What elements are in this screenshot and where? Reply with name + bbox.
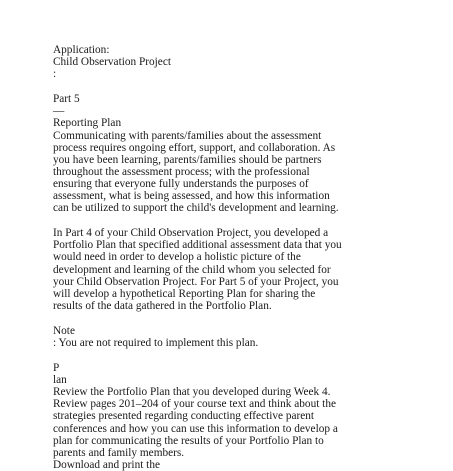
note-text: : You are not required to implement this plan. — [53, 336, 259, 349]
dash-separator: — — [53, 105, 65, 118]
paragraph-line: Review pages 201–204 of your course text and think about the — [53, 398, 336, 411]
project-title: Child Observation Project — [53, 56, 171, 69]
paragraph-line: plan for communicating the results of your Portfolio Plan to — [53, 434, 324, 447]
header-label: Application: — [53, 44, 110, 56]
paragraph-line: process requires ongoing effort, support, and collaboration. As — [53, 141, 336, 154]
paragraph-line: Download and print the — [53, 458, 160, 471]
paragraph-line: ensuring that everyone fully understands the purposes of — [53, 177, 309, 190]
paragraph-line: your Child Observation Project. For Part 5 of your Project, you — [53, 275, 339, 288]
paragraph-line: can be utilized to support the child's development and learning. — [53, 202, 339, 215]
section-heading: Reporting Plan — [53, 117, 122, 130]
document-text — [53, 44, 425, 471]
paragraph-1 — [53, 130, 425, 215]
part-label: Part 5 — [53, 93, 80, 106]
paragraph-line: Review the Portfolio Plan that you developed during Week 4. — [53, 386, 331, 399]
paragraph-line: results of the data gathered in the Portfolio Plan. — [53, 299, 272, 312]
paragraph-3 — [53, 386, 425, 471]
paragraph-line: development and learning of the child whom you selected for — [53, 263, 331, 276]
paragraph-line: throughout the assessment process; with the professional — [53, 165, 310, 178]
paragraph-line: strategies presented regarding conducting effective parent — [53, 410, 315, 423]
paragraph-line: will develop a hypothetical Reporting Plan for sharing the — [53, 287, 316, 300]
title-colon: : — [53, 68, 57, 81]
paragraph-line: In Part 4 of your Child Observation Project, you developed a — [53, 227, 329, 240]
paragraph-2 — [53, 227, 425, 312]
paragraph-line: Communicating with parents/families about the assessment — [53, 129, 322, 142]
note-label: Note — [53, 324, 75, 337]
paragraph-line: conferences and how you can use this information to develop a — [53, 422, 338, 435]
paragraph-line: you have been learning, parents/families should be partners — [53, 153, 322, 166]
paragraph-line: would need in order to develop a holistic picture of the — [53, 251, 301, 264]
plan-heading-letter: P — [53, 362, 60, 375]
plan-heading-rest: lan — [53, 374, 67, 387]
paragraph-line: parents and family members. — [53, 446, 185, 459]
paragraph-line: Portfolio Plan that specified additional assessment data that you — [53, 239, 342, 252]
paragraph-line: assessment, what is being assessed, and how this information — [53, 190, 330, 203]
